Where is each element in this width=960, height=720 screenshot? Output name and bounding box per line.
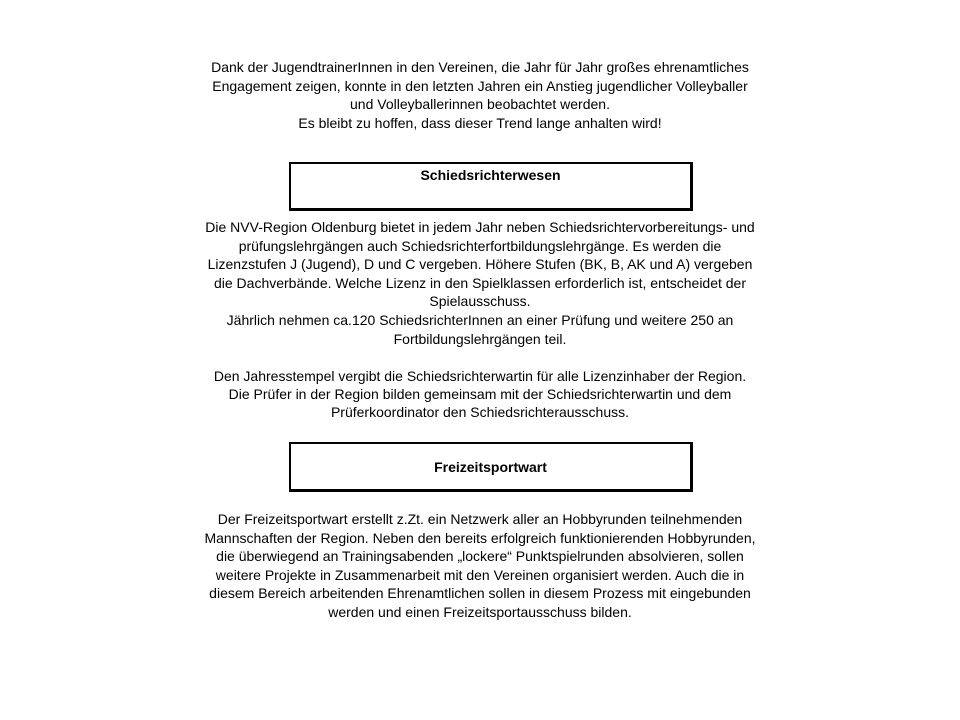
intro-line: Dank der JugendtrainerInnen in den Vereinen, die Jahr für Jahr großes ehrenamtliches [211,59,749,75]
freizeitsportwart-paragraph [180,510,780,622]
paragraph-line: Fortbildungslehrgängen teil. [393,330,567,347]
section-heading-box-freizeitsportwart [289,442,693,492]
section-heading-box-schiedsrichterwesen [289,162,693,211]
paragraph-line: Prüferkoordinator den Schiedsrichterausschuss. [330,404,630,420]
paragraph-line: Der Freizeitsportwart erstellt z.Zt. ein Netzwerk aller an Hobbyrunden teilnehmenden [217,511,743,527]
paragraph-line: prüfungslehrgängen auch Schiedsrichterfortbildungslehrgänge. Es werden die [238,237,722,254]
paragraph-line: Mannschaften der Region. Neben den bereits erfolgreich funktionierenden Hobbyrunden, [204,529,756,546]
paragraph-line: diesem Bereich arbeitenden Ehrenamtlichen sollen in diesem Prozess mit eingebunden [209,585,751,602]
paragraph-line: Lizenzstufen J (Jugend), D und C vergeben. Höhere Stufen (BK, B, AK und A) vergeben [207,256,753,273]
intro-paragraph [180,58,780,132]
paragraph-blank-line [180,348,780,367]
paragraph-line: Die Prüfer in der Region bilden gemeinsam mit der Schiedsrichterwartin und dem [228,386,732,403]
schiedsrichterwesen-paragraph-last-line [180,403,780,422]
section-title-schiedsrichterwesen: Schiedsrichterwesen [420,167,561,183]
intro-line: Es bleibt zu hoffen, dass dieser Trend lange anhalten wird! [298,114,662,131]
intro-line: und Volleyballerinnen beobachtet werden. [350,96,610,113]
schiedsrichterwesen-paragraph [180,218,780,404]
paragraph-line: Den Jahresstempel vergibt die Schiedsrichterwartin für alle Lizenzinhaber der Region. [213,367,747,384]
paragraph-line: werden und einen Freizeitsportausschuss bilden. [328,603,632,620]
paragraph-line: die überwiegend an Trainingsabenden „lockere“ Punktspielrunden absolvieren, sollen [216,548,744,565]
section-title-freizeitsportwart: Freizeitsportwart [434,459,547,475]
paragraph-line: Spielausschuss. [429,293,531,310]
paragraph-line: Jährlich nehmen ca.120 SchiedsrichterInnen an einer Prüfung und weitere 250 an [226,311,734,328]
paragraph-line: weitere Projekte in Zusammenarbeit mit den Vereinen organisiert werden. Auch die in [215,566,745,583]
paragraph-line: die Dachverbände. Welche Lizenz in den Spielklassen erforderlich ist, entscheidet der [213,274,747,291]
intro-line: Engagement zeigen, konnte in den letzten Jahren ein Anstieg jugendlicher Volleyballer [212,77,748,94]
paragraph-line: Die NVV-Region Oldenburg bietet in jedem Jahr neben Schiedsrichtervorbereitungs- und [205,219,755,235]
